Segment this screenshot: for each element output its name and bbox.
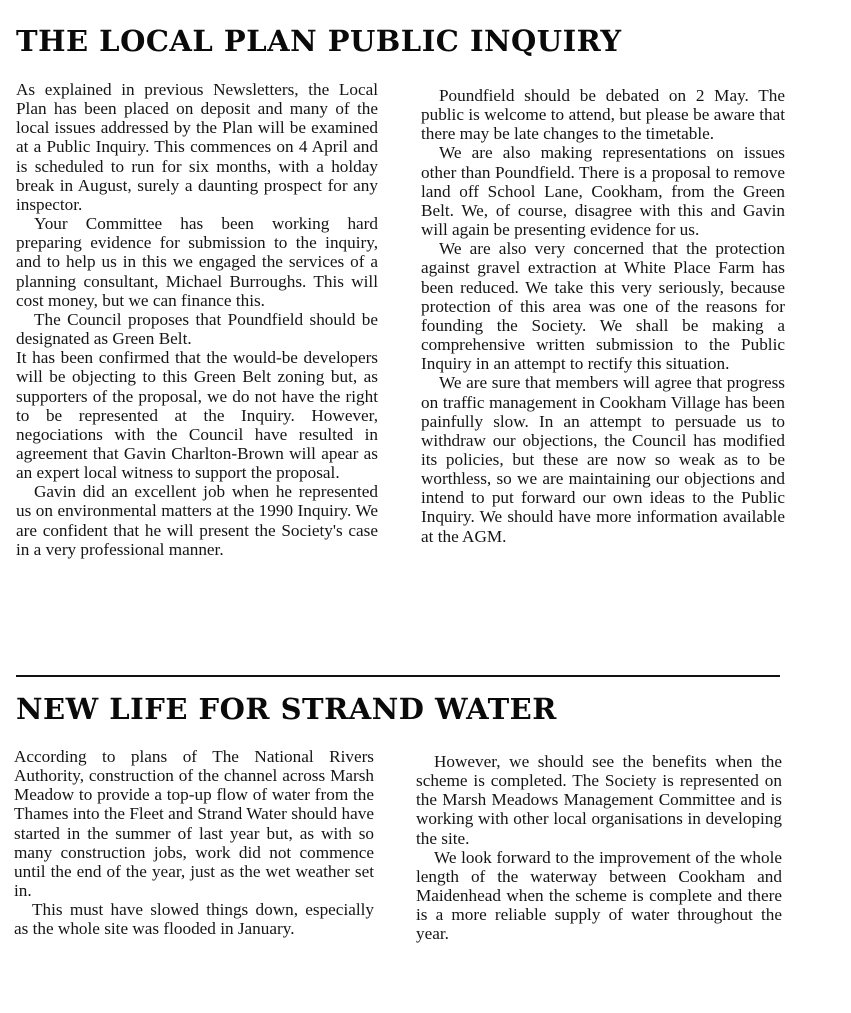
- article-headline-strand-water: NEW LIFE FOR STRAND WATER: [16, 692, 557, 726]
- paragraph: The Council proposes that Poundfield should be designated as Green Belt.: [16, 309, 378, 349]
- paragraph: As explained in previous Newsletters, the Local Plan has been placed on deposit and many of the local issues addressed by the Plan will be examined at a Public Inquiry. This commences on 4 April and is scheduled to run for six months, with a holday break in August, surely a daunting prospect for any inspector.: [16, 80, 378, 214]
- paragraph: However, we should see the benefits when the scheme is completed. The Society is represented on the Marsh Meadows Management Committee and is working with other local organisations in developing the site.: [416, 752, 782, 848]
- paragraph: We are also making representations on issues other than Poundfield. There is a proposal to remove land off School Lane, Cookham, from the Green Belt. We, of course, disagree with this and Gavin will again be presenting evidence for us.: [421, 143, 785, 240]
- paragraph: Gavin did an excellent job when he represented us on environmental matters at the 1990 Inquiry. We are confident that he will present the Society's case in a very professional manner.: [16, 482, 378, 559]
- article-column-left: [16, 80, 378, 559]
- paragraph: Your Committee has been working hard preparing evidence for submission to the inquiry, and to help us in this we engaged the services of a planning consultant, Michael Burroughs. This will cost money, but we can finance this.: [16, 214, 378, 310]
- article-column-right: [421, 86, 785, 546]
- section-divider: [16, 675, 780, 677]
- paragraph: Poundfield should be debated on 2 May. The public is welcome to attend, but please be aware that there may be late changes to the timetable.: [421, 86, 785, 144]
- article-column-left: [14, 747, 374, 939]
- paragraph: We are sure that members will agree that progress on traffic management in Cookham Village has been painfully slow. In an attempt to persuade us to withdraw our objections, the Council has modified its policies, but these are now so weak as to be worthless, so we are maintaining our objections and intend to put forward our own ideas to the Public Inquiry. We should have more information available at the AGM.: [421, 373, 785, 546]
- article-column-right: [416, 752, 782, 944]
- paragraph: It has been confirmed that the would-be developers will be objecting to this Green Belt zoning but, as supporters of the proposal, we do not have the right to be represented at the Inquiry. However, negociations with the Council have resulted in agreement that Gavin Charlton-Brown will apear as an expert local witness to support the proposal.: [16, 348, 378, 483]
- paragraph: This must have slowed things down, especially as the whole site was flooded in January.: [14, 900, 374, 939]
- paragraph: We look forward to the improvement of the whole length of the waterway between Cookham and Maidenhead when the scheme is complete and there is a more reliable supply of water throughout the year.: [416, 847, 782, 944]
- paragraph: According to plans of The National Rivers Authority, construction of the channel across Marsh Meadow to provide a top-up flow of water from the Thames into the Fleet and Strand Water should have started in the summer of last year but, as with so many construction jobs, work did not commence until the end of the year, just as the wet weather set in.: [14, 747, 374, 901]
- article-headline-local-plan: THE LOCAL PLAN PUBLIC INQUIRY: [16, 24, 622, 58]
- paragraph: We are also very concerned that the protection against gravel extraction at White Place Farm has been reduced. We take this very seriously, because protection of this area was one of the reasons for founding the Society. We shall be making a comprehensive written submission to the Public Inquiry in an attempt to rectify this situation.: [421, 239, 785, 374]
